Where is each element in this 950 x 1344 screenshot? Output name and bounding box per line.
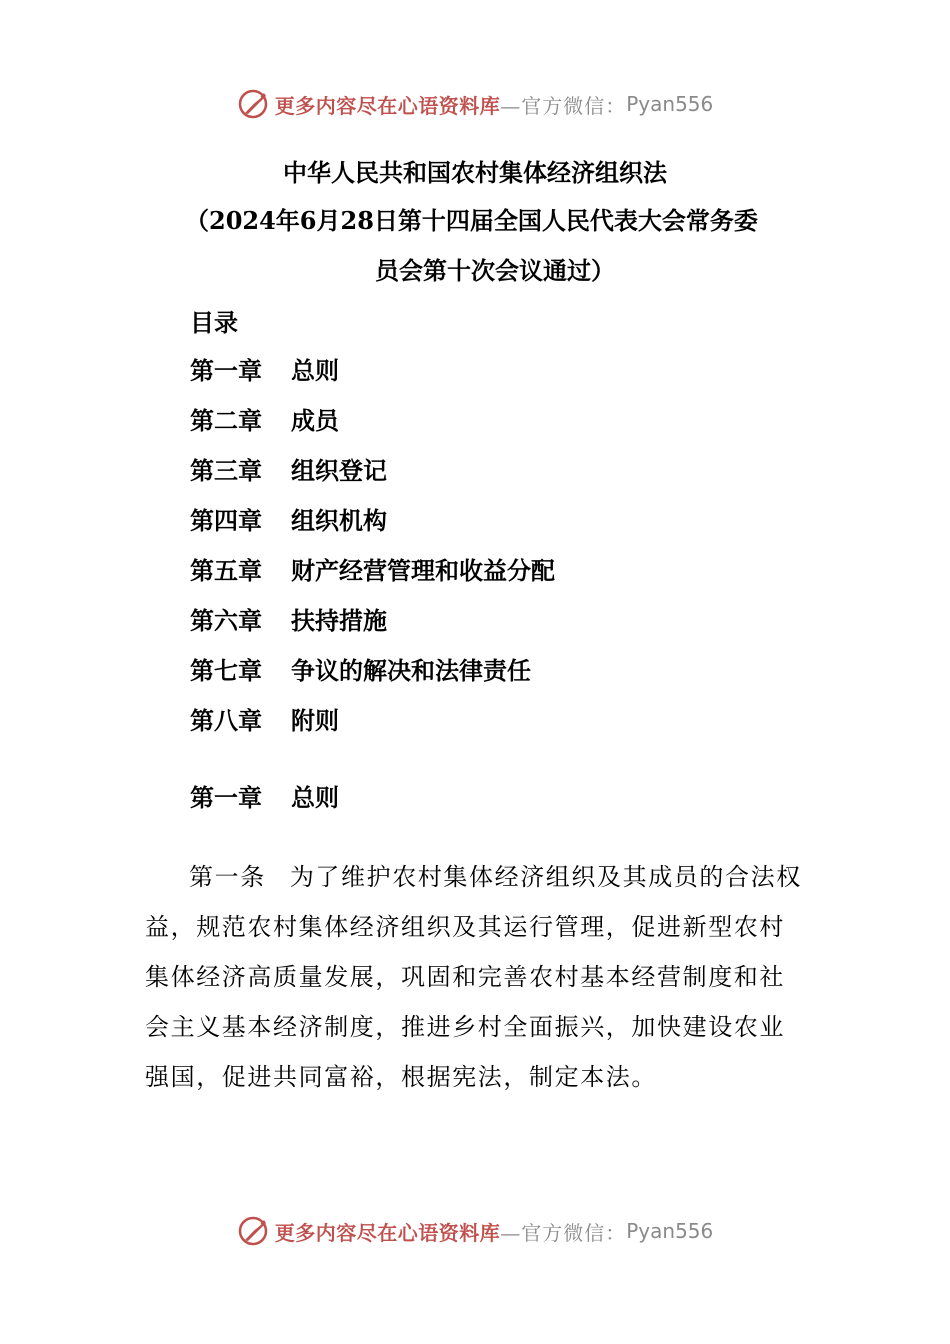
footer-watermark-banner [0,1211,950,1251]
toc-chapter-name: 争议的解决和法律责任 [291,656,531,685]
watermark-wechat-id: Pyan556 [626,92,714,116]
toc-chapter-number: 第一章 [190,356,262,385]
watermark-wechat-label: —官方微信： [500,93,627,118]
toc-chapter-name: 扶持措施 [291,606,387,635]
toc-item [190,346,555,396]
toc-chapter-name: 组织登记 [291,456,387,485]
toc-item [190,446,555,496]
article-number: 第一条 [189,863,266,891]
watermark-site-name: 更多内容尽在心语资料库 [274,93,501,118]
toc-chapter-number: 第三章 [190,456,262,485]
toc-item [190,596,555,646]
toc-item [190,496,555,546]
toc-chapter-name: 成员 [291,406,339,435]
subtitle-line-1: （2024年6月28日第十四届全国人民代表大会常务委 [185,206,758,235]
toc-chapter-number: 第七章 [190,656,262,685]
toc-heading: 目录 [190,308,238,337]
toc-chapter-name: 财产经营管理和收益分配 [291,556,555,585]
chapter-number: 第一章 [190,783,262,812]
subtitle-line-2: 员会第十次会议通过） [375,256,615,285]
toc-item [190,546,555,596]
article-text: 为了维护农村集体经济组织及其成员的合法权益，规范农村集体经济组织及其运行管理，促进新型农村集体经济高质量发展，巩固和完善农村基本经营制度和社会主义基本经济制度，推进乡村全面振兴，加快建设农业强国，促进共同富裕，根据宪法，制定本法。 [145,863,802,1091]
toc-item [190,696,555,746]
quill-pen-logo-icon [237,87,271,121]
toc-chapter-name: 组织机构 [291,506,387,535]
toc-chapter-number: 第五章 [190,556,262,585]
watermark-site-name: 更多内容尽在心语资料库 [274,1220,501,1245]
toc-chapter-number: 第二章 [190,406,262,435]
toc-chapter-name: 总则 [291,356,339,385]
document-subtitle [185,196,805,296]
toc-chapter-number: 第八章 [190,706,262,735]
toc-chapter-number: 第四章 [190,506,262,535]
document-title: 中华人民共和国农村集体经济组织法 [283,158,667,187]
chapter-heading [190,778,339,813]
article-paragraph [145,852,805,1102]
quill-pen-logo-icon [237,1214,271,1248]
table-of-contents [190,346,555,746]
watermark-wechat-id: Pyan556 [626,1219,714,1243]
toc-item [190,396,555,446]
toc-item [190,646,555,696]
chapter-name: 总则 [291,783,339,812]
header-watermark-banner [0,84,950,124]
toc-chapter-number: 第六章 [190,606,262,635]
toc-chapter-name: 附则 [291,706,339,735]
watermark-wechat-label: —官方微信： [500,1220,627,1245]
